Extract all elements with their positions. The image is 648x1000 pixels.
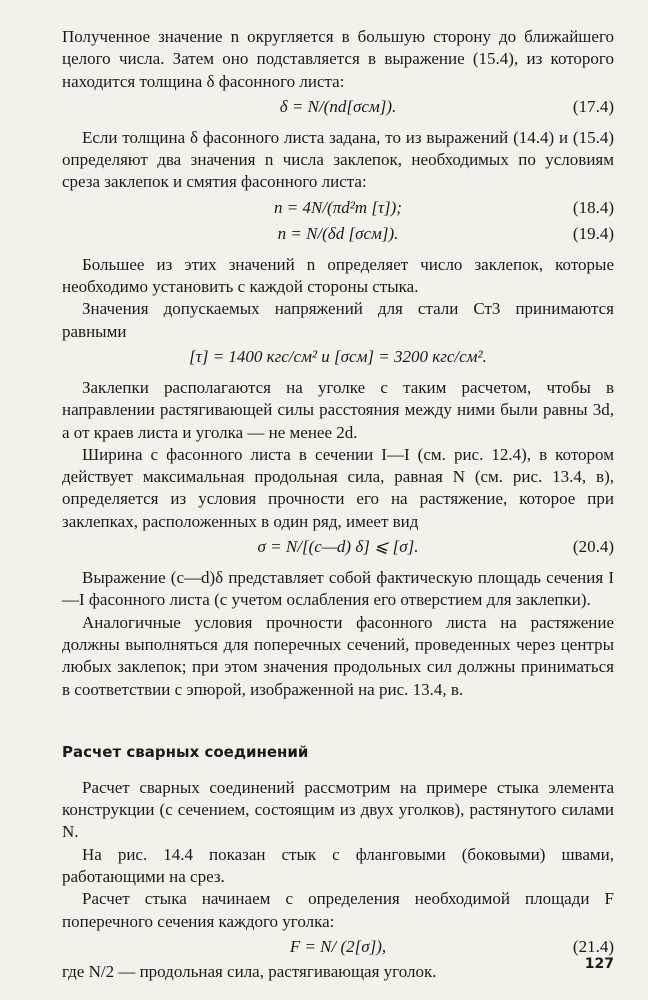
formula-expression: [τ] = 1400 кгс/см² и [σсм] = 3200 кгс/см². — [189, 346, 487, 366]
paragraph: Заклепки располагаются на уголке с таким расчетом, чтобы в направлении растягивающей силы расстояния между ними были равны 3d, а от краев листа и уголка — не менее 2d. — [62, 377, 614, 442]
formula-number: (18.4) — [572, 197, 614, 217]
paragraph: Расчет стыка начинаем с определения необходимой площади F поперечного сечения каждого уголка: — [62, 889, 614, 931]
formula-number: (17.4) — [572, 96, 614, 116]
paragraph: где N/2 — продольная сила, растягивающая уголок. — [62, 961, 437, 981]
formula-expression: δ = N/(nd[σсм]). — [279, 96, 397, 116]
formula-expression: n = 4N/(πd²m [τ]); — [274, 197, 402, 217]
paragraph: Значения допускаемых напряжений для стали Ст3 принимаются равными — [62, 299, 614, 341]
formula-expression: σ = N/[(c—d) δ] ⩽ [σ]. — [257, 537, 419, 557]
paragraph: Ширина c фасонного листа в сечении I—I (см. рис. 12.4), в котором действует максимальная продольная сила, равная N (см. рис. 13.4, в), определяется из условия прочности его на растяжение, которое при заклепках, расположенных в один ряд, имеет вид — [62, 444, 614, 531]
paragraph: Аналогичные условия прочности фасонного листа на растяжение должны выполняться для поперечных сечений, проведенных через центры любых заклепок; при этом значения продольных сил должны приниматься в соответствии с эпюрой, изображенной на рис. 13.4, в. — [62, 612, 614, 699]
paragraph: Выражение (c—d)δ представляет собой фактическую площадь сечения I—I фасонного листа (с учетом ослабления его отверстием для заклепки). — [62, 568, 614, 610]
formula-number: (21.4) — [572, 936, 614, 956]
page-number: 127 — [584, 956, 614, 972]
section-title: Расчет сварных соединений — [62, 742, 309, 761]
paragraph: На рис. 14.4 показан стык с фланговыми (боковыми) швами, работающими на срез. — [62, 844, 614, 887]
formula-18-4 — [62, 196, 614, 220]
formula-number: (19.4) — [572, 223, 614, 243]
paragraph: Если толщина δ фасонного листа задана, то из выражений (14.4) и (15.4) определяют два значения n числа заклепок, необходимых по условиям среза заклепок и смятия фасонного листа: — [62, 127, 614, 192]
formula-19-4 — [62, 222, 614, 246]
paragraph: Расчет сварных соединений рассмотрим на примере стыка элемента конструкции (с сечением, состоящим из двух уголков), растянутого силами N. — [62, 777, 614, 842]
formula-number: (20.4) — [572, 537, 614, 557]
formula-expression: n = N/(δd [σсм]). — [277, 223, 399, 243]
allowable-stresses — [62, 345, 614, 369]
paragraph: Полученное значение n округляется в большую сторону до ближайшего целого числа. Затем оно подставляется в выражение (15.4), из которого находится толщина δ фасонного листа: — [62, 27, 614, 91]
formula-expression: F = N/ (2[σ]), — [289, 936, 387, 956]
formula-21-4 — [62, 935, 614, 959]
formula-20-4 — [62, 535, 614, 559]
formula-17-4 — [62, 95, 614, 119]
paragraph: Большее из этих значений n определяет число заклепок, которые необходимо установить с каждой стороны стыка. — [62, 254, 614, 297]
